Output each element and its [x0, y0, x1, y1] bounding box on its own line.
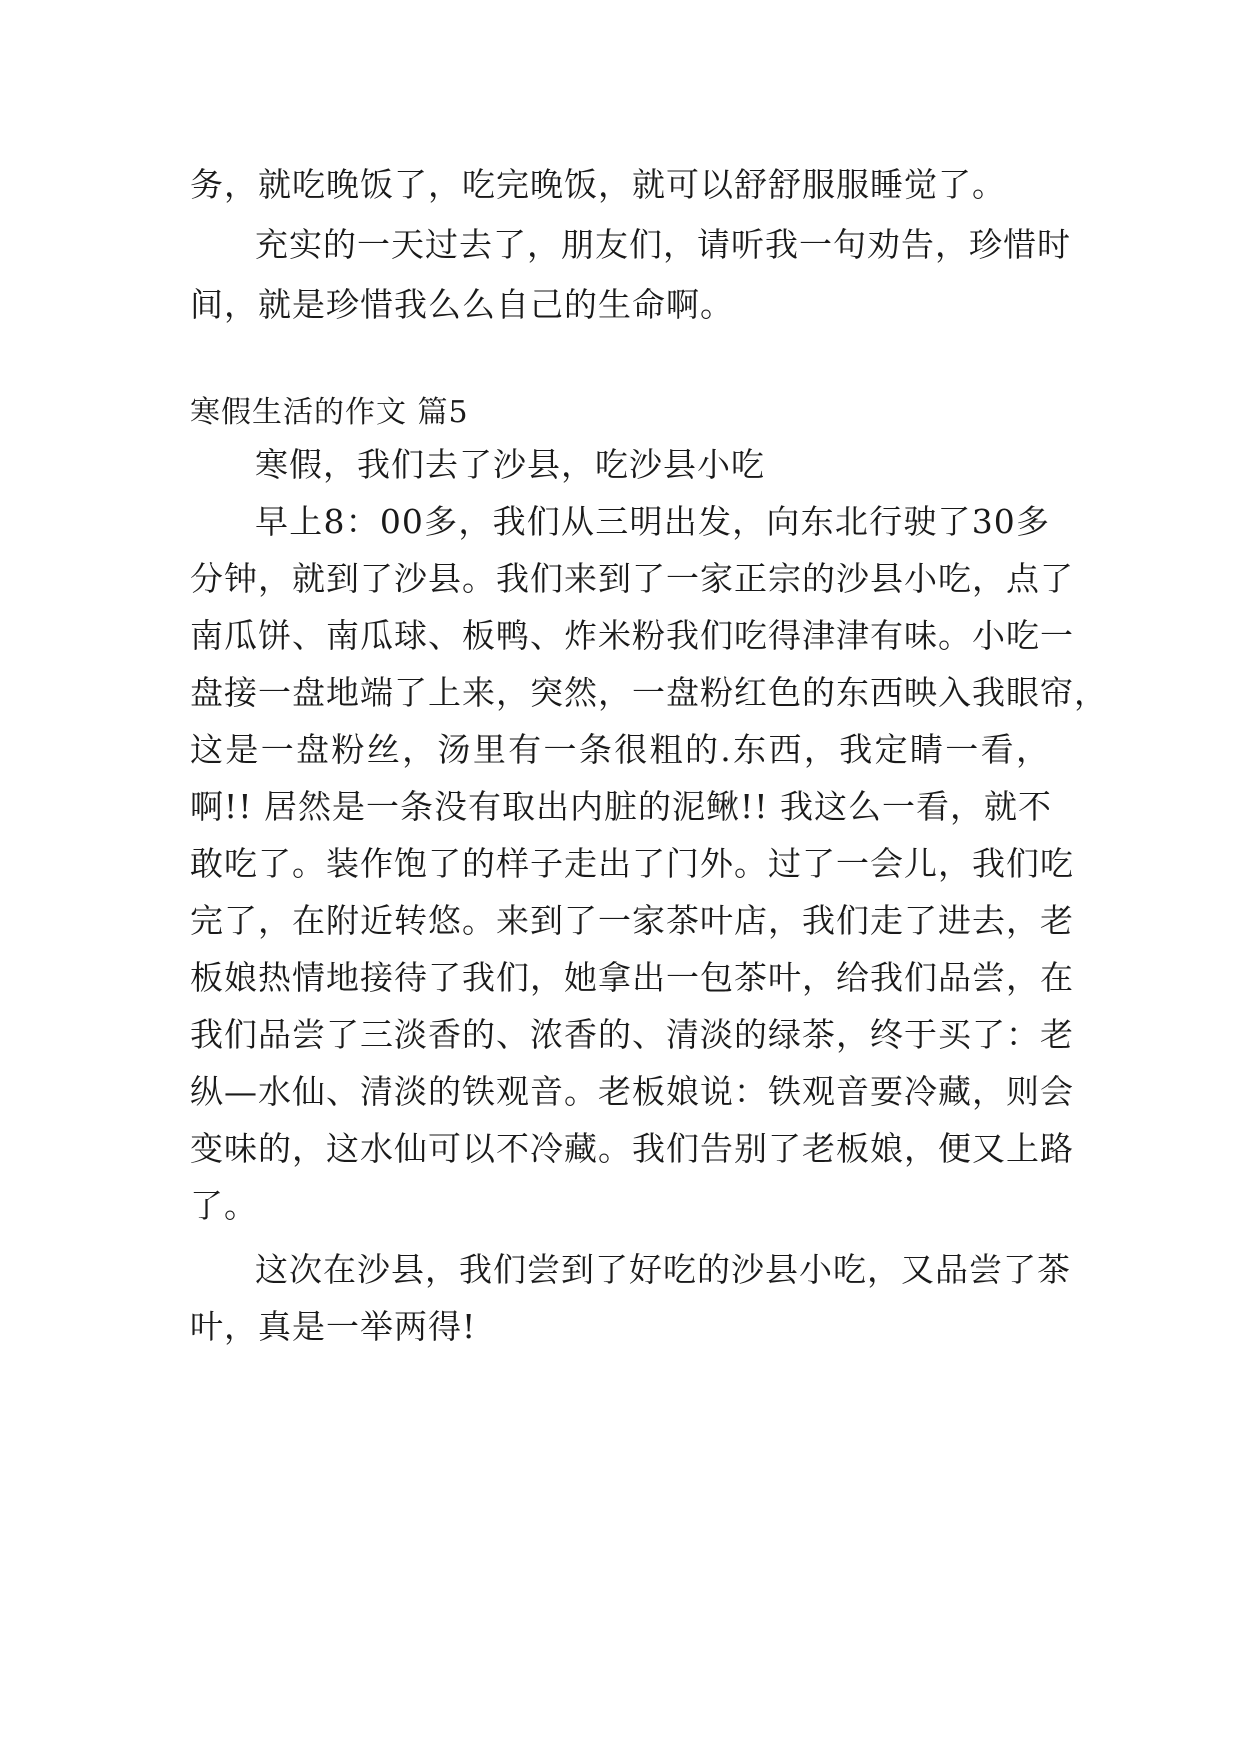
paragraph-line: 叶，真是一举两得! — [190, 1307, 477, 1346]
paragraph-line: 变味的，这水仙可以不冷藏。我们告别了老板娘，便又上路 — [190, 1129, 1074, 1168]
intro-line: 寒假，我们去了沙县，吃沙县小吃 — [255, 445, 765, 484]
section-heading: 寒假生活的作文 篇5 — [190, 395, 469, 430]
paragraph-line: 敢吃了。装作饱了的样子走出了门外。过了一会儿，我们吃 — [190, 844, 1074, 883]
paragraph-line: 了。 — [190, 1186, 258, 1225]
paragraph-line: 板娘热情地接待了我们，她拿出一包茶叶，给我们品尝，在 — [190, 958, 1074, 997]
paragraph-line: 务，就吃晚饭了，吃完晚饭，就可以舒舒服服睡觉了。 — [190, 165, 1006, 204]
paragraph-line: 完了，在附近转悠。来到了一家茶叶店，我们走了进去，老 — [190, 901, 1074, 940]
paragraph-line: 南瓜饼、南瓜球、板鸭、炸米粉我们吃得津津有味。小吃一 — [190, 616, 1074, 655]
paragraph-line: 这次在沙县，我们尝到了好吃的沙县小吃，又品尝了茶 — [255, 1250, 1071, 1289]
paragraph-line: 分钟，就到了沙县。我们来到了一家正宗的沙县小吃，点了 — [190, 559, 1074, 598]
paragraph-line: 盘接一盘地端了上来，突然，一盘粉红色的东西映入我眼帘， — [190, 673, 1108, 712]
paragraph-line: 充实的一天过去了，朋友们，请听我一句劝告，珍惜时 — [255, 225, 1071, 264]
paragraph-line: 早上8：00多，我们从三明出发，向东北行驶了30多 — [255, 502, 1050, 541]
paragraph-line: 啊!! 居然是一条没有取出内脏的泥鳅!! 我这么一看，就不 — [190, 787, 1053, 826]
paragraph-line: 纵—水仙、清淡的铁观音。老板娘说：铁观音要冷藏，则会 — [190, 1072, 1074, 1111]
paragraph-line: 这是一盘粉丝，汤里有一条很粗的.东西，我定睛一看， — [190, 730, 1050, 769]
paragraph-line: 间，就是珍惜我么么自己的生命啊。 — [190, 285, 734, 324]
paragraph-line: 我们品尝了三淡香的、浓香的、清淡的绿茶，终于买了：老 — [190, 1015, 1074, 1054]
